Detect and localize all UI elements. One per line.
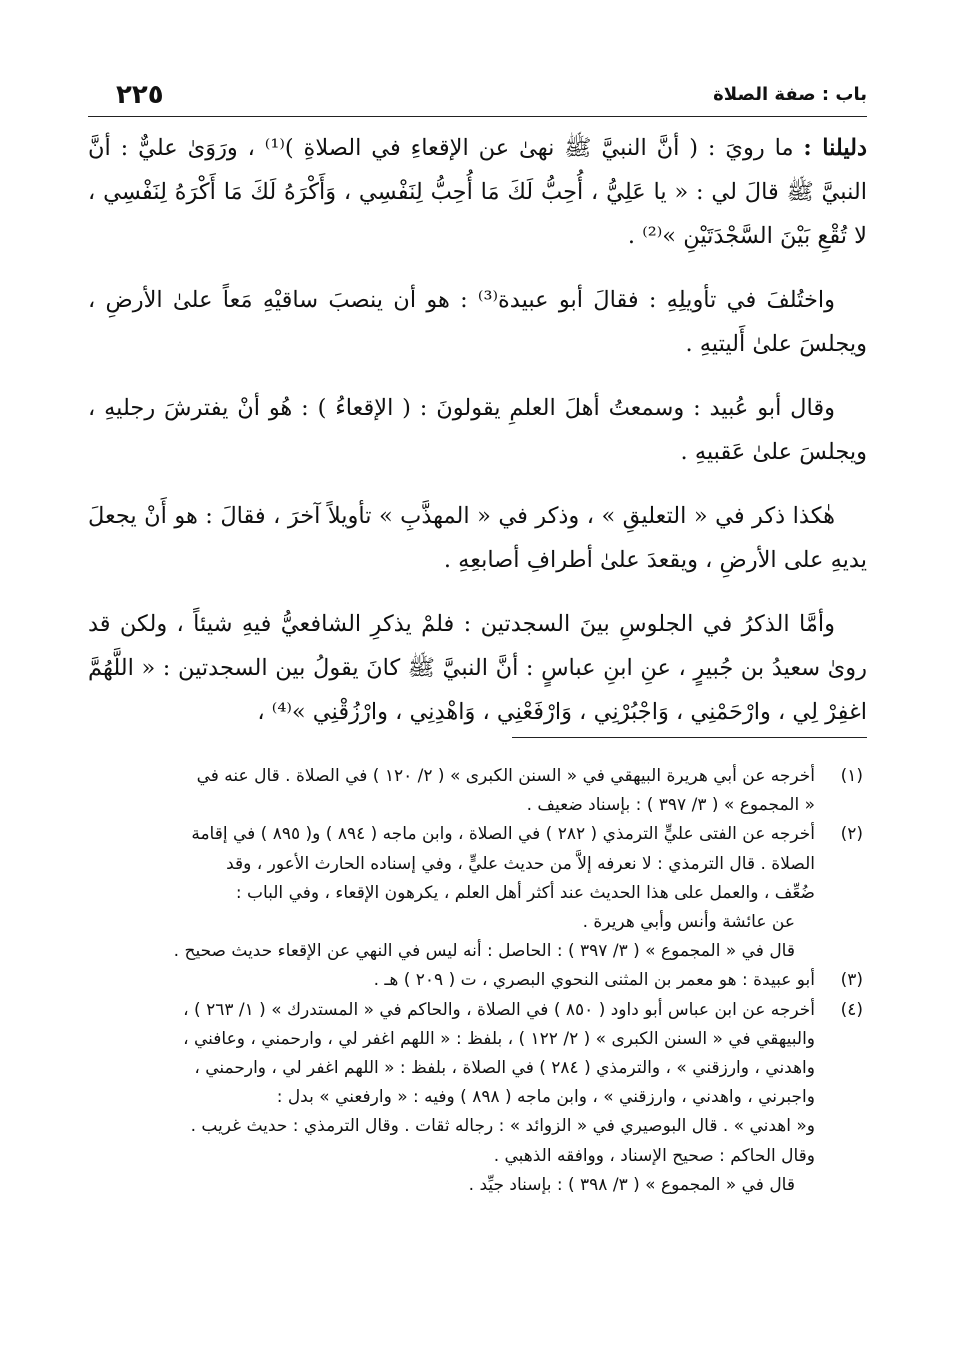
footnote-number: (٢) bbox=[840, 824, 863, 845]
page-number: ٢٢٥ bbox=[116, 80, 164, 110]
footnote-number: (٣) bbox=[840, 970, 863, 991]
footnote-line: و« اهدني » . قال البوصيري في « الزوائد » : رجاله ثقات . وقال الترمذي : حديث غريب . bbox=[190, 1116, 815, 1137]
footnote-3 bbox=[88, 966, 863, 995]
footnote-1 bbox=[88, 762, 863, 820]
page-header bbox=[88, 78, 867, 114]
paragraph-5: وأمَّا الذكرُ في الجلوسِ بينَ السجدتين : فلمْ يذكرِ الشافعيُّ فيهِ شيئاً ، ولكن قد روىٰ سعيدُ بن جُبيرٍ ، عنِ ابنِ عباسٍ : أنَّ النبيَّ ﷺ كانَ يقولُ بين السجدتين : « اللَّهُمَّ اغفِرْ لِي ، وارْحَمْنِي ، وَاجْبُرْنِي ، وَارْفَعْنِي ، وَاهْدِنِي ، وارْزُقْنِي »⁽⁴⁾ ، bbox=[88, 611, 867, 725]
footnote-number: (٤) bbox=[840, 999, 863, 1020]
footnote-number: (١) bbox=[840, 766, 863, 786]
paragraph-3: وقال أبو عُبيد : وسمعتُ أهلَ العلمِ يقولونَ : ( الإقعاءُ ) : هُو أنْ يفترشَ رجليهِ ، ويجلسَ علىٰ عَقبيهِ . bbox=[88, 395, 867, 465]
footnote-4 bbox=[88, 996, 863, 1200]
header-rule bbox=[88, 116, 867, 117]
footnote-line: عن عائشة وأنس وأبي هريرة . bbox=[582, 912, 795, 933]
paragraph-1 bbox=[88, 126, 867, 258]
footnote-2 bbox=[88, 820, 863, 966]
footnote-line: الصلاة . قال الترمذي : لا نعرفه إلاَّ من حديث عليٍّ ، وفي إسناده الحارث الأعور ، وقد bbox=[226, 853, 815, 874]
footnote-separator bbox=[512, 737, 867, 738]
footnote-line: قال في « المجموع » ( ٣/ ٣٩٨ ) : بإسناد جيِّد . bbox=[468, 1174, 795, 1195]
running-title: باب : صفة الصلاة bbox=[713, 84, 867, 105]
paragraph-1-text: ما رويَ : ( أنَّ النبيَّ ﷺ نهىٰ عن الإقعاءِ في الصلاةِ )⁽¹⁾ ، ورَوَىٰ عليٌّ : أنَّ النبيَّ ﷺ قالَ لي : « يا عَلِيُّ ، أُحِبُّ لَكَ مَا أُحِبُّ لِنَفْسِي ، وَأَكْرَهُ لَكَ مَا أَكْرَهُ لِنَفْسِي ، لا تُقْعِ بَيْنَ السَّجْدَتَيْنِ »⁽²⁾ . bbox=[88, 135, 867, 249]
footnote-line: أخرجه عن أبي هريرة البيهقي في « السنن الكبرى » ( ٢/ ١٢٠ ) في الصلاة . قال عنه في bbox=[196, 766, 815, 786]
footnote-line: واهدني ، وارزقني » ، والترمذي ( ٢٨٤ ) في الصلاة ، بلفظ : « اللهم اغفر لي ، وارحمني ، bbox=[194, 1058, 815, 1079]
paragraph-4: هٰكذا ذكر في « التعليقِ » ، وذكر في « المهذَّبِ » تأويلاً آخرَ ، فقالَ : هو أَنْ يجعلَ يديهِ على الأرضِ ، ويقعدَ علىٰ أطرافِ أصابعِهِ . bbox=[88, 503, 867, 573]
footnote-line: وقال الحاكم : صحيح الإسناد ، ووافقه الذهبي . bbox=[493, 1145, 815, 1166]
footnotes bbox=[88, 762, 863, 1200]
footnote-line: أخرجه عن ابن عباس أبو داود ( ٨٥٠ ) في الصلاة ، والحاكم في « المستدرك » ( ١/ ٢٦٣ ) ، bbox=[183, 999, 815, 1020]
footnote-line: قال في « المجموع » ( ٣/ ٣٩٧ ) : الحاصل : أنه ليس في النهي عن الإقعاء حديث صحيح . bbox=[173, 941, 795, 962]
paragraph-lead: دليلنا : bbox=[803, 135, 867, 161]
footnote-line: « المجموع » ( ٣/ ٣٩٧ ) : بإسناد ضعيف . bbox=[526, 795, 815, 816]
footnote-line: والبيهقي في « السنن الكبرى » ( ٢/ ١٢٢ ) ، بلفظ : « اللهم اغفر لي ، وارحمني ، وعافني ، bbox=[183, 1028, 815, 1049]
main-text bbox=[88, 126, 867, 754]
footnote-line: واجبرني ، واهدني ، وارزقني » ، وابن ماجه ( ٨٩٨ ) وفيه : « وارفعني » بدل : bbox=[276, 1087, 815, 1108]
footnote-line: أخرجه عن الفتى عليٍّ الترمذي ( ٢٨٢ ) في الصلاة ، وابن ماجه ( ٨٩٤ ) و( ٨٩٥ ) في إقامة bbox=[191, 824, 815, 845]
footnote-line: ضُعِّف ، والعمل على هذا الحديث عند أكثر أهل العلم ، يكرهون الإقعاء ، وفي الباب : bbox=[235, 882, 815, 903]
footnote-line: أبو عبيدة : هو معمر بن المثنى النحوي البصري ، ت ( ٢٠٩ ) هـ . bbox=[373, 970, 815, 991]
paragraph-2: واختُلفَ في تأويلِهِ : فقالَ أبو عبيدة⁽³⁾ : هو أن ينصبَ ساقيْهِ مَعاً علىٰ الأرضِ ، ويجلسَ علىٰ أَليتيهِ . bbox=[88, 287, 867, 357]
